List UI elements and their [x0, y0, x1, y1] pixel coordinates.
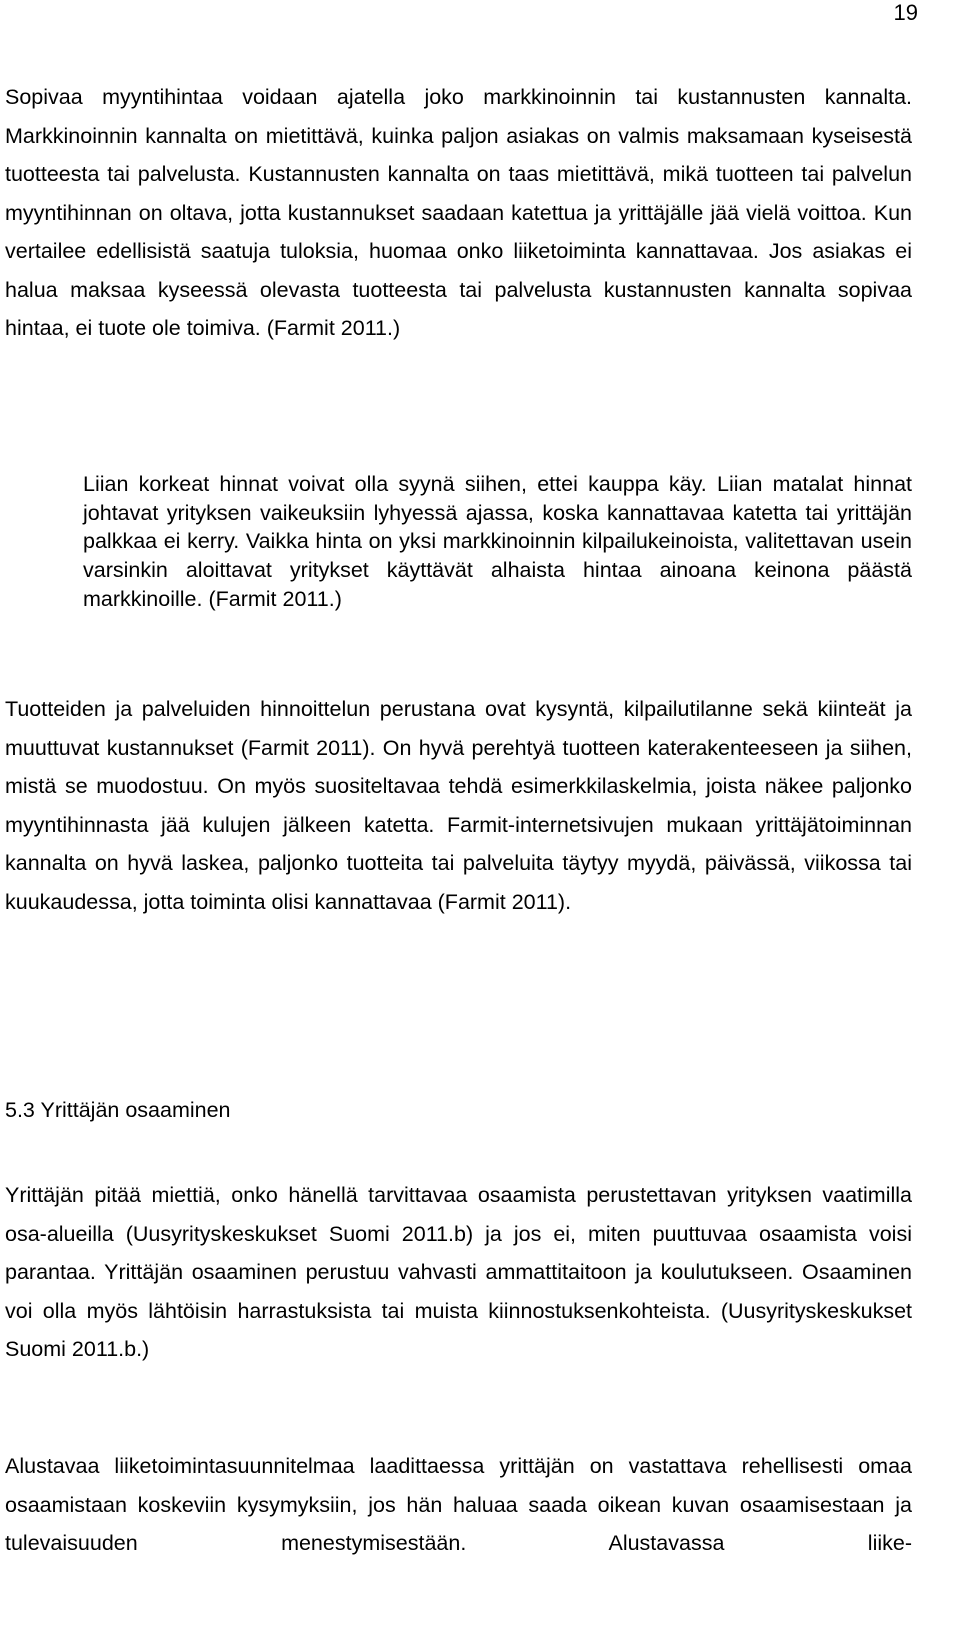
section-heading [5, 1096, 231, 1124]
paragraph-business-plan: Alustavaa liiketoimintasuunnitelmaa laadittaessa yrittäjän on vastattava rehellisesti omaa osaamistaan koskeviin kysymyksiin, jos hän haluaa saada oikean kuvan osaamisestaan ja tulevaisuuden menestymisestään. Alustavassa liike- [5, 1454, 912, 1555]
section-title: Yrittäjän osaaminen [40, 1098, 231, 1122]
paragraph-entrepreneur-skills: Yrittäjän pitää miettiä, onko hänellä tarvittavaa osaamista perustettavan yrityksen vaatimilla osa-alueilla (Uusyrityskeskukset Suomi 2011.b) ja jos ei, miten puuttuvaa osaamista voisi parantaa. Yrittäjän osaaminen perustuu vahvasti ammattitaitoon ja koulutukseen. Osaaminen voi olla myös lähtöisin harrastuksista tai muista kiinnostuksenkohteista. (Uusyrityskeskukset Suomi 2011.b.) [5, 1183, 912, 1361]
page-number: 19 [893, 0, 918, 25]
section-number: 5.3 [5, 1098, 35, 1122]
paragraph-pricing-intro: Sopivaa myyntihintaa voidaan ajatella joko markkinoinnin tai kustannusten kannalta. Markkinoinnin kannalta on mietittävä, kuinka paljon asiakas on valmis maksamaan kyseisestä tuotteesta tai palvelusta. Kustannusten kannalta on taas mietittävä, mikä tuotteen tai palvelun myyntihinnan on oltava, jotta kustannukset saadaan katettua ja yrittäjälle jää vielä voittoa. Kun vertailee edellisistä saatuja tuloksia, huomaa onko liiketoiminta kannattavaa. Jos asiakas ei halua maksaa kyseessä olevasta tuotteesta tai palvelusta kustannusten kannalta sopivaa hintaa, ei tuote ole toimiva. (Farmit 2011.) [5, 85, 912, 340]
block-quote-farmit: Liian korkeat hinnat voivat olla syynä siihen, ettei kauppa käy. Liian matalat hinnat johtavat yrityksen vaikeuksiin lyhyessä ajassa, koska kannattavaa katetta tai yrittäjän palkkaa ei kerry. Vaikka hinta on yksi markkinoinnin kilpailukeinoista, valitettavan usein varsinkin aloittavat yritykset käyttävät alhaista hintaa ainoana keinona päästä markkinoille. (Farmit 2011.) [83, 472, 912, 611]
paragraph-pricing-basis: Tuotteiden ja palveluiden hinnoittelun perustana ovat kysyntä, kilpailutilanne sekä kiinteät ja muuttuvat kustannukset (Farmit 2011). On hyvä perehtyä tuotteen katerakenteeseen ja siihen, mistä se muodostuu. On myös suositeltavaa tehdä esimerkkilaskelmia, joista näkee paljonko myyntihinnasta jää kulujen jälkeen katetta. Farmit-internetsivujen mukaan yrittäjätoiminnan kannalta on hyvä laskea, paljonko tuotteita tai palveluita täytyy myydä, päivässä, viikossa tai kuukaudessa, jotta toiminta olisi kannattavaa (Farmit 2011). [5, 697, 912, 914]
